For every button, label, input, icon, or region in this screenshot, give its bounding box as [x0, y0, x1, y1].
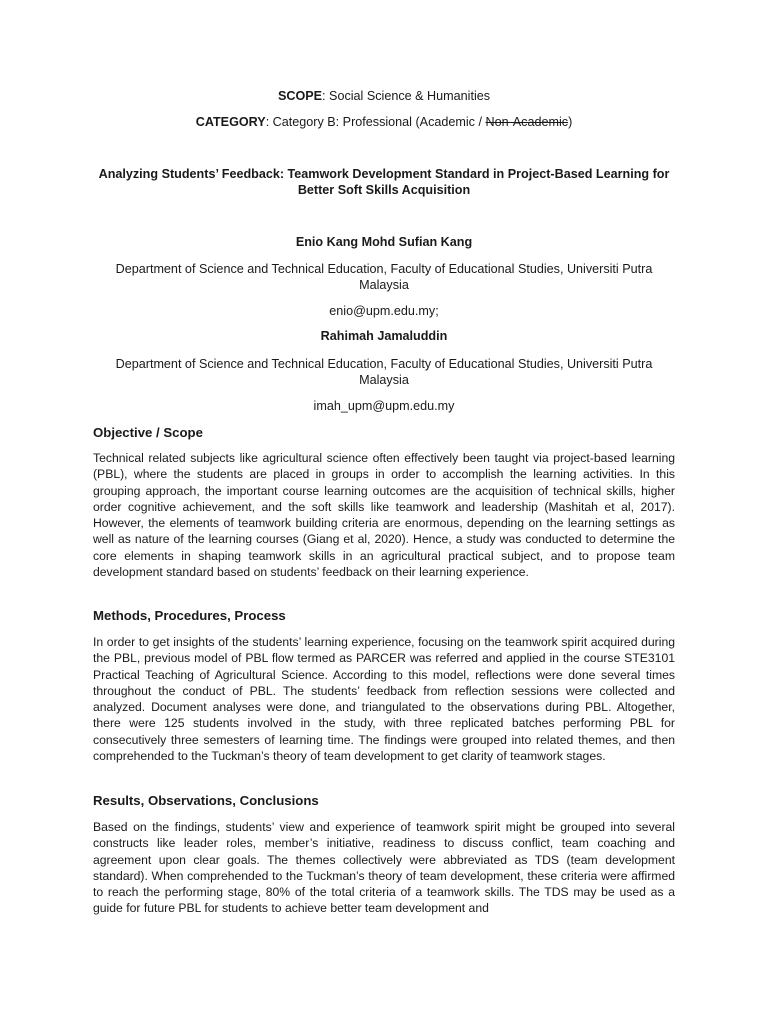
section-body-methods: In order to get insights of the students’ learning experience, focusing on the teamwork spirit acquired during the PBL, previous model of PBL flow termed as PARCER was referred and applied in the course STE3101 Practical Teaching of Agricultural Science. According to this model, reflections were done several times throughout the conduct of PBL. The students’ feedback from reflection sessions were collected and analyzed. Document analyses were done, and triangulated to the observations during PBL. Altogether, there were 125 students involved in the study, with three replicated batches performing PBL for consecutively three semesters of learning time. The findings were grouped into related themes, and then comprehended to the Tuckman’s theory of team development to get clarity of teamwork stages. — [93, 635, 675, 764]
category-value: : Category B: Professional (Academic / — [265, 115, 486, 129]
author-2-affiliation-line-2: Malaysia — [359, 373, 409, 387]
title-line-2: Better Soft Skills Acquisition — [297, 183, 471, 197]
author-2-affiliation — [93, 356, 675, 388]
category-struck-text: Non-Academic — [485, 115, 569, 129]
title-line-1: Analyzing Students’ Feedback: Teamwork Development Standard in Project-Based Learning for — [98, 167, 670, 181]
author-2-email: imah_upm@upm.edu.my — [313, 399, 455, 413]
section-body-results: Based on the findings, students’ view and experience of teamwork spirit might be grouped into several constructs like leader roles, member’s initiative, readiness to discuss conflict, team coaching and agreement upon clear goals. The themes collectively were abbreviated as TDS (team development standard). When comprehended to the Tuckman’s theory of team development, these criteria were affirmed to reach the performing stage, 80% of the total criteria of a teamwork skills. The TDS may be used as a guide for future PBL for students to achieve better team development and — [93, 820, 675, 916]
scope-label: SCOPE — [277, 89, 323, 103]
author-1-affiliation-line-2: Malaysia — [359, 278, 409, 292]
category-line — [93, 114, 675, 130]
category-close: ) — [568, 115, 573, 129]
scope-line — [93, 88, 675, 104]
author-1-affiliation-line-1: Department of Science and Technical Education, Faculty of Educational Studies, Universiti Putra — [115, 262, 653, 276]
section-heading-objective: Objective / Scope — [93, 425, 203, 440]
paper-title — [93, 166, 675, 198]
author-1-email: enio@upm.edu.my; — [329, 304, 439, 318]
section-heading-methods: Methods, Procedures, Process — [93, 608, 286, 623]
section-body-objective: Technical related subjects like agricultural science often effectively been taught via project-based learning (PBL), where the students are placed in groups in order to accomplish the learning activities. In this grouping approach, the important course learning outcomes are the acquisition of technical skills, higher order cognitive achievement, and the soft skills like teamwork and leadership (Mashitah et al, 2017). However, the elements of teamwork building criteria are enormous, depending on the learning settings as well as nature of the learning courses (Giang et al, 2020). Hence, a study was conducted to determine the core elements in shaping teamwork skills in an agricultural practical subject, and to propose team development standard based on students’ feedback on their learning experience. — [93, 451, 675, 580]
author-1-affiliation — [93, 261, 675, 293]
category-label: CATEGORY — [195, 115, 266, 129]
section-heading-results: Results, Observations, Conclusions — [93, 793, 319, 808]
scope-value: : Social Science & Humanities — [322, 89, 491, 103]
author-1-name: Enio Kang Mohd Sufian Kang — [295, 235, 473, 249]
author-2-affiliation-line-1: Department of Science and Technical Education, Faculty of Educational Studies, Universiti Putra — [115, 357, 653, 371]
author-2-name: Rahimah Jamaluddin — [320, 329, 448, 343]
